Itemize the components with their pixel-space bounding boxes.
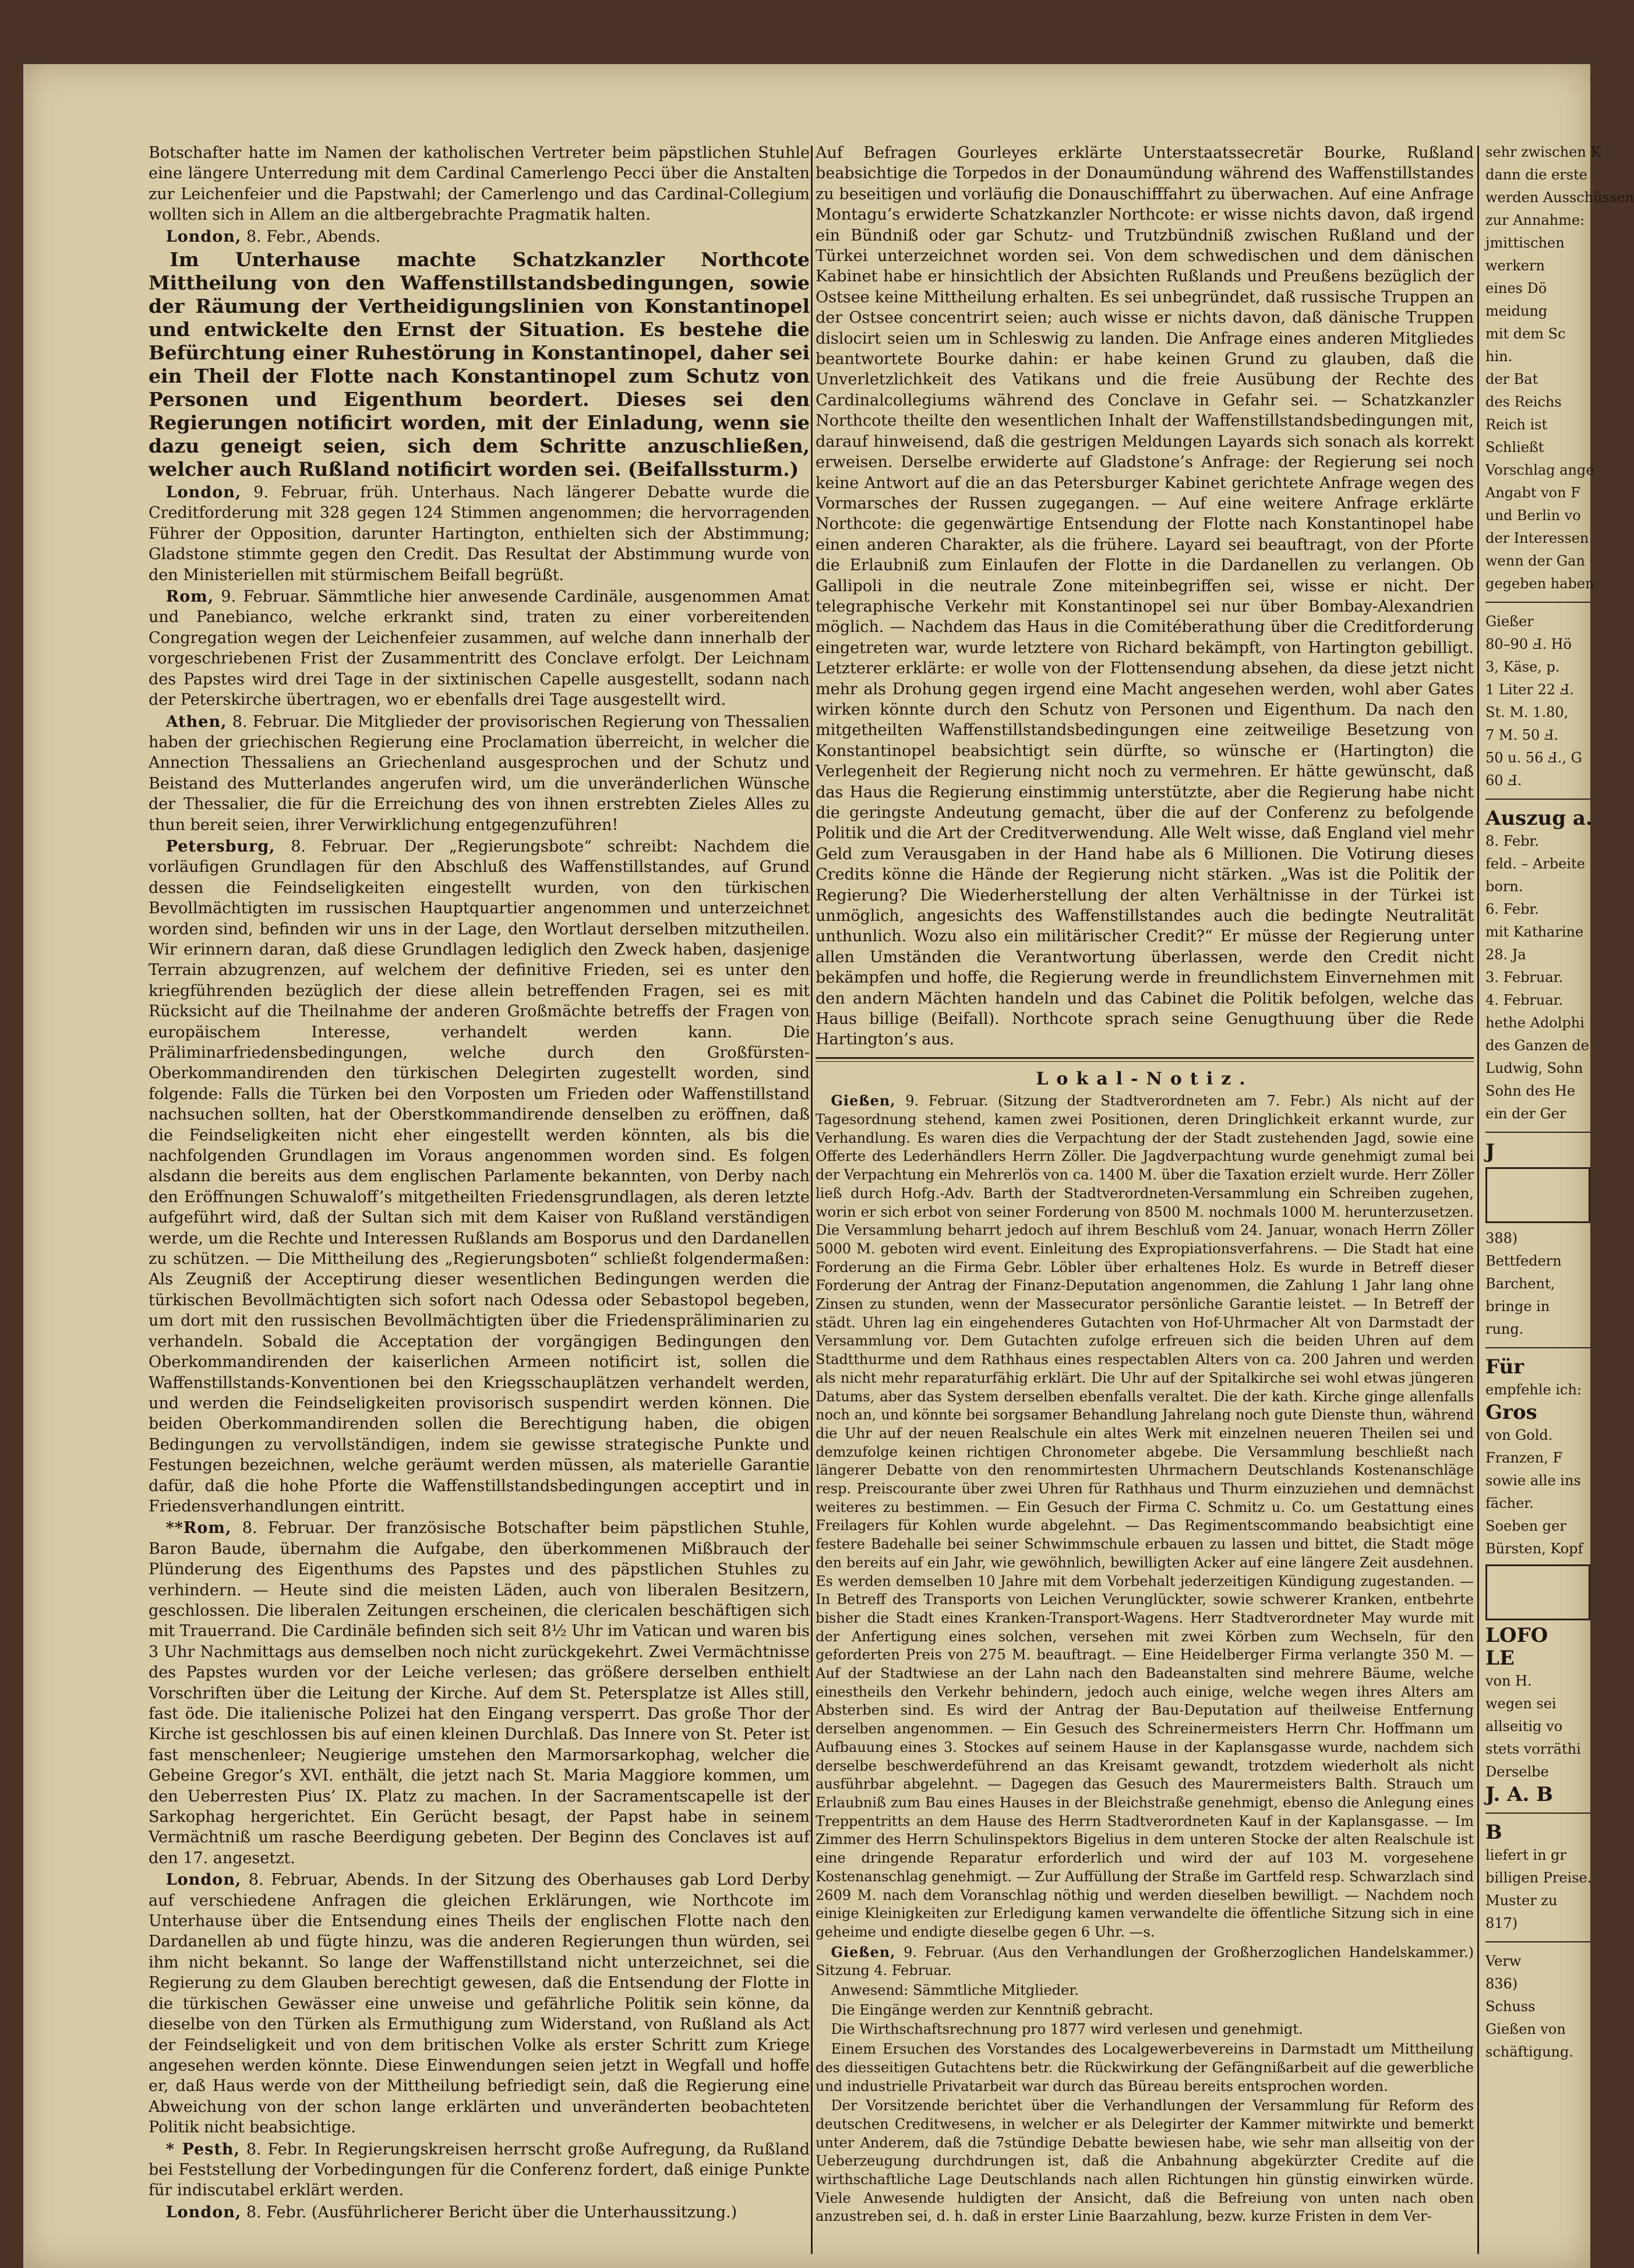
column-right-fragment xyxy=(1485,143,1634,2248)
fragment-line: 817) xyxy=(1485,1915,1518,1931)
fragment-line: bringe in xyxy=(1485,1298,1550,1315)
fragment-line: und Berlin vo xyxy=(1485,507,1581,524)
fragment-line: feld. – Arbeite xyxy=(1485,856,1585,872)
fragment-line: des Reichs xyxy=(1485,394,1562,410)
fragment-line: ein der Ger xyxy=(1485,1105,1566,1122)
fragment-line: allseitig vo xyxy=(1485,1718,1563,1734)
paragraph-text: Auf Befragen Gourleyes erklärte Unterstaatssecretär Bourke, Rußland beabsichtige die Torpedos in der Donaumündung während des Waffenstillstandes zu beseitigen und vorläufig die Donauschifffahrt zu überwachen. Auf eine Anfrage Montagu’s erwiderte Schatzkanzler Northcote: er wisse nichts davon, daß irgend ein Bündniß oder gar Schutz- und Trutzbündniß zwischen Rußland und der Türkei unterzeichnet worden sei. Von dem schwedischen und dem dänischen Kabinet habe er hinsichtlich der Absichten Rußlands und Preußens bezüglich der Ostsee keine Mittheilung erhalten. Es sei unbegründet, daß russische Truppen an der Ostsee concentrirt seien; auch wisse er nichts davon, daß dänische Truppen dislocirt seien um in Schleswig zu landen. Die Anfrage eines anderen Mitgliedes beantwortete Bourke dahin: er habe keinen Grund zu glauben, daß die Unverletzlichkeit des Vatikans und die freie Ausübung der Rechte des Cardinalcollegiums während des Conclave in Gefahr sei. — Schatzkanzler Northcote theilte den wesentlichen Inhalt der Waffenstillstandsbedingungen mit, darauf hinweisend, daß die gestrigen Meldungen Layards sich sonach als korrekt erweisen. Derselbe erwiderte auf Gladstone’s Anfrage: der Regierung sei noch keine Antwort auf die an das Petersburger Kabinet gerichtete Anfrage wegen des Vormarsches der Russen zugegangen. — Auf eine weitere Anfrage erklärte Northcote: die gegenwärtige Entsendung der Flotte nach Konstantinopel habe einen anderen Charakter, als die frühere. Layard sei beauftragt, von der Pforte die Erlaubniß zum Einlaufen der Flotte in die Dardanellen zu verlangen. Ob Gallipoli in die neutrale Zone miteinbegriffen sei, wisse er nicht. Der telegraphische Verkehr mit Konstantinopel sei nur über Bombay-Alexandrien möglich. — Nachdem das Haus in die Comitéberathung über die Creditforderung eingetreten war, wurde letztere von Richard bekämpft, von Hartington gebilligt. Letzterer erklärte: er wolle von der Flottensendung absehen, da diese jetzt nicht mehr als Drohung gegen irgend eine Macht angesehen werden, wohl aber Gates wirken könnte durch den Schutz von Personen und Eigenthum. Da nach den mitgetheilten Waffenstillstandsbedingungen eine zeitweilige Besetzung von Konstantinopel beabsichtigt sein dürfte, so wünsche er (Hartington) die Verlegenheit der Regierung nicht noch zu vermehren. Er hätte gewünscht, daß das Haus die Regierung einstimmig unterstützte, aber die Regierung habe nicht die geringste Andeutung gemacht, über die auf der Conferenz zu befolgende Politik und die Art der Creditverwendung. Alle Welt wisse, daß England viel mehr Geld zum Verausgaben in der Hand habe als 6 Millionen. Die Votirung dieses Credits könne die Hände der Regierung nicht stärken. „Was ist die Politik der Regierung? Die Wiederherstellung der alten Verhältnisse in der Türkei ist unmöglich, angesichts des Waffenstillstandes auch die bedingte Neutralität unthunlich. Wozu also ein militärischer Credit?“ Er müsse der Regierung unter allen Umständen die Verantwortung überlassen, werde den Credit nicht bekämpfen und hoffe, die Regierung werde in freundlichstem Einvernehmen mit den andern Mächten handeln und das Cabinet die Politik befolgen, welche das Haus billige (Beifall). Northcote sprach seine Genugthuung über die Rede Hartington’s aus. xyxy=(816,144,1474,1049)
news-paragraph xyxy=(816,2020,1474,2039)
fragment-line: zur Annahme: xyxy=(1485,212,1585,228)
fragment-line: werden Ausschüssen xyxy=(1485,189,1634,206)
fragment-line: 388) xyxy=(1485,1230,1518,1246)
fragment-line xyxy=(1485,1132,1590,1134)
news-paragraph xyxy=(816,2001,1474,2020)
news-paragraph xyxy=(816,143,1474,1050)
fragment-line: stets vorräthi xyxy=(1485,1741,1581,1757)
fragment-line: 7 M. 50 Ⅎ. xyxy=(1485,727,1559,743)
fragment-line: Sohn des He xyxy=(1485,1083,1576,1099)
paragraph-text: 8. Febr. (Ausführlicherer Bericht über die Unterhaussitzung.) xyxy=(246,2203,737,2221)
fragment-line xyxy=(1485,602,1590,604)
paragraph-text: 9. Februar. Sämmtliche hier anwesende Cardinäle, ausgenommen Amat und Panebianco, welche erkrankt sind, traten zu einer vorbereitenden Congregation wegen der Leichenfeier zusammen, auf welche dann innerhalb der vorgeschriebenen Frist der Zusammentritt des Conclave erfolgt. Der Leichnam des Papstes wird drei Tage in der sixtinischen Capelle ausgestellt, sodann nach der Peterskirche übertragen, wo er ebenfalls drei Tage ausgestellt wird. xyxy=(149,588,810,709)
paragraph-text: Anwesend: Sämmtliche Mitglieder. xyxy=(831,1982,1079,1999)
fragment-line: Barchent, xyxy=(1485,1276,1555,1292)
fragment-line: Bettfedern xyxy=(1485,1253,1562,1269)
paragraph-text: 8. Februar. Der „Regierungsbote“ schreibt: Nachdem die vorläufigen Grundlagen für den Abschluß des Waffenstillstandes, auf Grund dessen die Feindseligkeiten eingestellt wurden, von den türkischen Bevollmächtigten im russischen Hauptquartier angenommen und unterzeichnet worden sind, befinden wir uns in der Lage, den Wortlaut derselben mitzutheilen. Wir erinnern daran, daß diese Grundlagen lediglich den Zweck haben, dasjenige Terrain abzugrenzen, auf welchem der definitive Frieden, sei es unter den kriegführenden bezüglich der diese allein betreffenden Fragen, sei es mit Rücksicht auf die Theilnahme der anderen Großmächte betreffs der Fragen von europäischem Interesse, verhandelt werden kann. Die Präliminarfriedensbedingungen, welche durch den Großfürsten-Oberkommandirenden den türkischen Delegirten zugestellt worden, sind folgende: Falls die Türken bei den Vorposten um Frieden oder Waffenstillstand nachsuchen sollten, hat der Oberstkommandirende denselben zu eröffnen, daß die Feindseligkeiten nicht eher eingestellt werden könnten, als bis die nachfolgenden Grundlagen im Voraus angenommen worden sind. Es folgen alsdann die bereits aus dem englischen Parlamente bekannten, von Derby nach den Eröffnungen Schuwaloff’s mitgetheilten Friedensgrundlagen, als deren letzte aufgeführt wird, daß der Sultan sich mit dem Kaiser von Rußland verständigen werde, um die Rechte und Interessen Rußlands am Bosporus und den Dardanellen zu schützen. — Die Mittheilung des „Regierungsboten“ schließt folgendermaßen: Als Zeugniß der Acceptirung dieser wesentlichen Bedingungen werden die türkischen Bevollmächtigten sich sofort nach Odessa oder Sebastopol begeben, um dort mit den russischen Bevollmächtigten über die Friedenspräliminarien zu verhandeln. Sobald die Acceptation der vorgängigen Bedingungen den Oberkommandirenden der kaiserlichen Armeen notificirt ist, sollen die Waffenstillstands-Konventionen bei den Kriegsschauplätzen verhandelt werden, und werden die Feindseligkeiten provisorisch suspendirt werden können. Die beiden Oberkommandirenden sollen die Berechtigung haben, die obigen Bedingungen zu vervollständigen, indem sie gewisse strategische Punkte und Festungen bezeichnen, welche geräumt werden müssen, als materielle Garantie dafür, daß die hohe Pforte die Waffenstillstandsbedingungen acceptirt und in Friedensverhandlungen eintritt. xyxy=(149,837,810,1515)
fragment-line: dann die erste xyxy=(1485,167,1587,183)
paragraph-text: 8. Febr. In Regierungskreisen herrscht große Aufregung, da Rußland bei Feststellung der Vorbedingungen für die Conferenz fordert, daß einige Punkte für indiscutabel erklärt werden. xyxy=(149,2140,810,2200)
fragment-line: 80–90 Ⅎ. Hö xyxy=(1485,636,1572,652)
fragment-line: J xyxy=(1485,1140,1495,1163)
fragment-line: des Ganzen de xyxy=(1485,1037,1589,1054)
paragraph-text: 9. Februar. (Sitzung der Stadtverordneten am 7. Febr.) Als nicht auf der Tagesordnung stehend, kamen zwei Positionen, deren Dringlichkeit erkannt wurde, zur Verhandlung. Es waren dies die Verpachtung der der Stadt zustehenden Jagd, sowie eine Offerte des Lederhändlers Herrn Zöller. Die Jagdverpachtung wurde genehmigt zumal bei der Verpachtung ein Mehrerlös von ca. 1400 M. über die Taxation erzielt wurde. Herr Zöller ließ durch Hofg.-Adv. Barth der Stadtverordneten-Versammlung ein Schreiben zugehen, worin er sich erbot von seiner Forderung von 8500 M. nochmals 1000 M. herunterzusetzen. Die Versammlung beharrt jedoch auf ihrem Beschluß vom 24. Januar, wonach Herrn Zöller 5000 M. geboten wird event. Einleitung des Expropiationsverfahrens. — Die Stadt hat eine Forderung an die Firma Gebr. Löbler über erhaltenes Holz. Es wurde in Betreff dieser Forderung der Antrag der Finanz-Deputation angenommen, die Zahlung 1 Jahr lang ohne Zinsen zu stunden, wenn der Massecurator persönliche Garantie leistet. — In Betreff der städt. Uhren lag ein eingehenderes Gutachten von Hof-Uhrmacher Alt von Darmstadt der Versammlung vor. Dem Gutachten zufolge erfreuen sich die beiden Uhren auf dem Stadtthurme und dem Rathhaus eines respectablen Alters von ca. 200 Jahren und werden als nicht mehr reparaturfähig erklärt. Die Uhr auf der Spitalkirche sei wohl etwas jüngeren Datums, aber das System derselben ebenfalls veraltet. Die der kath. Kirche ginge allenfalls noch an, und könnte bei sorgsamer Behandlung Jahrelang noch gute Dienste thun, während die Uhr auf der neuen Realschule ein altes Werk mit einzelnen neueren Theilen sei und demzufolge keinen richtigen Chronometer abgebe. Die Versammlung beschließt nach längerer Debatte von den renommirtesten Uhrmachern Deutschlands Kostenanschläge resp. Preiscourante über zwei Uhren für Rathhaus und Thurm einzuziehen und demnächst weiteres zu bestimmen. — Ein Gesuch der Firma C. Schmitz u. Co. um Gestattung eines Freilagers für Kohlen wurde abgelehnt. — Das Regimentscommando beabsichtigt eine festere Badehalle bei seiner Schwimmschule erbauen zu lassen und bittet, die Stadt möge den bereits auf ein Jahr, wie gewöhnlich, bewilligten Acker auf eine längere Zeit ausdehnen. Es werden demselben 10 Jahre mit dem Vorbehalt jederzeitigen Kündigung zugestanden. — In Betreff des Transports von Leichen Verunglückter, sowie schwerer Kranken, entbehrte bisher die Stadt eines Kranken-Transport-Wagens. Herr Stadtverordneter May wurde mit der Anfertigung eines solchen, versehen mit zwei Körben zum Wechseln, für den geforderten Preis von 275 M. beauftragt. — Eine Heidelberger Firma verlangte 350 M. — Auf der Stadtwiese an der Lahn nach den Badeanstalten sind mehrere Bäume, welche einestheils den Verkehr behindern, jedoch auch einige, welche wegen ihres Alters am Absterben sind. Es wird der Antrag der Bau-Deputation auf theilweise Entfernung derselben angenommen. — Ein Gesuch des Schreinermeisters Herrn Chr. Hoffmann um Aufbauung eines 3. Stockes auf seinem Hause in der Kaplansgasse wurde, nachdem sich derselbe beschwerdeführend an das Kreisamt gewandt, trotzdem wiederholt als nicht ausführbar abgelehnt. — Dagegen das Gesuch des Maurermeisters Balth. Strauch um Erlaubniß zum Bau eines Hauses in der Bleichstraße genehmigt, ebenso die Anlegung eines Treppentritts an dem Hause des Herrn Stadtverordneten Kauf in der Kaplansgasse. — Im Zimmer des Herrn Schulinspektors Bigelius in dem unteren Stocke der alten Realschule ist eine dringende Reparatur erforderlich und wird der auf 103 M. vorgesehene Kostenanschlag genehmigt. — Zur Auffüllung der Straße im Gartfeld resp. Schwarzlach sind 2609 M. nach dem Voranschlag nöthig und werden dieselben bewilligt. — Nachdem noch einige Kleinigkeiten zur Erledigung kamen verwandelte die öffentliche Sitzung sich in eine geheime und endigte dieselbe gegen 6 Uhr. —s. xyxy=(816,1093,1474,1940)
news-paragraph xyxy=(149,227,810,247)
fragment-line: rung. xyxy=(1485,1321,1524,1337)
news-paragraph xyxy=(816,1981,1474,2000)
fragment-line: Für xyxy=(1485,1355,1524,1379)
fragment-line: born. xyxy=(1485,878,1523,895)
fragment-line: 60 Ⅎ. xyxy=(1485,772,1522,789)
newspaper-page xyxy=(23,64,1634,2268)
paragraph-text: 8. Februar. Der französische Botschafter beim päpstlichen Stuhle, Baron Baude, übernahm die Aufgabe, den überkommenen Mißbrauch der Plünderung des Eigenthums des Papstes und des päpstlichen Stuhles zu verhindern. — Heute sind die meisten Läden, auch von liberalen Besitzern, geschlossen. Die liberalen Zeitungen erscheinen, die clericalen beschäftigen sich mit Trauerrand. Die Cardinäle befinden sich seit 8½ Uhr im Vatican und waren bis 3 Uhr Nachmittags aus demselben noch nicht zurückgekehrt. Zwei Vermächtnisse des Papstes wurden vor der Leiche verlesen; das größere derselben enthielt Vorschriften über die Leitung der Kirche. Auf dem St. Petersplatze ist Alles still, fast öde. Die italienische Polizei hat den Eingang versperrt. Das große Thor der Kirche ist geschlossen bis auf einen kleinen Durchlaß. Das Innere von St. Peter ist fast menschenleer; Neugierige umstehen den Marmorsarkophag, welcher die Gebeine Gregor’s XVI. enthält, die jetzt nach St. Maria Maggiore kommen, um den Ueberresten Pius’ IX. Platz zu machen. In der Sacramentscapelle ist der Sarkophag hergerichtet. Ein Gerücht besagt, der Papst habe in seinem Vermächtniß um rasche Beerdigung gebeten. Der Beginn des Conclaves ist auf den 17. angesetzt. xyxy=(149,1519,810,1867)
fragment-line: Derselbe xyxy=(1485,1764,1549,1780)
news-paragraph xyxy=(816,1091,1474,1941)
fragment-line: jmittischen xyxy=(1485,235,1565,251)
dateline-place: **Rom, xyxy=(165,1519,232,1538)
paragraph-text: 9. Februar, früh. Unterhaus. Nach längerer Debatte wurde die Creditforderung mit 328 gegen 124 Stimmen angenommen; die hervorragenden Führer der Opposition, darunter Hartington, enthielten sich der Abstimmung; Gladstone stimmte gegen den Credit. Das Resultat der Abstimmung wurde von den Ministeriellen mit stürmischem Beifall begrüßt. xyxy=(149,483,810,584)
fragment-line xyxy=(1485,1167,1590,1223)
column-middle xyxy=(816,143,1474,2248)
fragment-line xyxy=(1485,1941,1590,1944)
paragraph-text: Einem Ersuchen des Vorstandes des Localgewerbevereins in Darmstadt um Mittheilung des diesseitigen Gutachtens betr. die Rückwirkung der Gefängnißarbeit auf die gewerbliche und industrielle Privatarbeit war durch das Büreau bereits entsprochen worden. xyxy=(816,2041,1474,2094)
fragment-line: 4. Februar. xyxy=(1485,992,1564,1008)
dateline-place: London, xyxy=(165,1871,242,1889)
fragment-line: 1 Liter 22 Ⅎ. xyxy=(1485,681,1574,698)
fragment-line: von Gold. xyxy=(1485,1427,1553,1443)
fragment-line: werkern xyxy=(1485,257,1545,274)
fragment-line: 28. Ja xyxy=(1485,946,1526,963)
column-rule-right xyxy=(1477,146,1479,2254)
news-paragraph xyxy=(816,2097,1474,2226)
paragraph-text: 9. Februar. (Aus den Verhandlungen der Großherzoglichen Handelskammer.) Sitzung 4. Februar. xyxy=(816,1944,1474,1979)
fragment-line: Gros xyxy=(1485,1401,1537,1424)
fragment-line: schäftigung. xyxy=(1485,2044,1573,2060)
paragraph-text: Der Vorsitzende berichtet über die Verhandlungen der Versammlung für Reform des deutschen Creditwesens, in welcher er als Delegirter der Kammer mitwirkte und bemerkt unter Anderem, daß die 7stündige Debatte bewiesen habe, wie sehr man allseitig von der Ueberzeugung durchdrungen ist, daß die Anbahnung abgekürzter Credite auf die wirthschaftliche Lage Deutschlands nach allen Richtungen hin günstig einwirken würde. Viele Anwesende huldigten der Ansicht, daß die Befreiung von unten nach oben anzustreben sei, d. h. daß in erster Linie Baarzahlung, bezw. kurze Fristen in dem Ver- xyxy=(816,2097,1474,2225)
dateline-place: Gießen, xyxy=(831,1092,896,1110)
fragment-line xyxy=(1485,1564,1590,1620)
column-rule-left xyxy=(811,146,813,2254)
dateline-place: Petersburg, xyxy=(165,837,276,856)
fragment-line: mit Katharine xyxy=(1485,924,1584,940)
fragment-line: wegen sei xyxy=(1485,1695,1557,1712)
news-paragraph xyxy=(149,587,810,710)
fragment-line: 8. Febr. xyxy=(1485,833,1539,849)
fragment-line: Auszug a. xyxy=(1485,807,1593,830)
fragment-line: Muster zu xyxy=(1485,1892,1558,1909)
fragment-line: Schuss xyxy=(1485,1998,1536,2015)
fragment-line: gegeben haben xyxy=(1485,575,1594,592)
fragment-line: eines Dö xyxy=(1485,280,1547,296)
fragment-line: 836) xyxy=(1485,1976,1518,1992)
paragraph-text: Die Wirthschaftsrechnung pro 1877 wird verlesen und genehmigt. xyxy=(831,2021,1303,2038)
fragment-line: der Interessen xyxy=(1485,530,1589,546)
fragment-line: 3, Käse, p. xyxy=(1485,659,1560,675)
fragment-line: mit dem Sc xyxy=(1485,326,1566,342)
fragment-line: 3. Februar. xyxy=(1485,969,1564,985)
fragment-line: Gießen von xyxy=(1485,2021,1566,2037)
section-title: Lokal-Notiz. xyxy=(1036,1068,1254,1089)
fragment-line: sehr zwischen K xyxy=(1485,144,1601,160)
fragment-line: Reich ist xyxy=(1485,416,1548,433)
fragment-line: liefert in gr xyxy=(1485,1847,1566,1863)
fragment-line: fächer. xyxy=(1485,1495,1534,1511)
fragment-line: Angabt von F xyxy=(1485,485,1580,501)
fragment-line: LOFO xyxy=(1485,1624,1548,1647)
dateline-place: London, xyxy=(165,227,242,246)
dateline-place: * Pesth, xyxy=(165,2140,240,2159)
section-separator xyxy=(816,1057,1474,1062)
fragment-line: St. M. 1.80, xyxy=(1485,704,1569,720)
news-paragraph xyxy=(816,1943,1474,1980)
paragraph-text: 8. Februar. Die Mitglieder der provisorischen Regierung von Thessalien haben der griechischen Regierung eine Proclamation überreicht, in welcher die Annection Thessaliens an Griechenland ausgesprochen und der Schutz und Beistand des Mutterlandes angerufen wird, um die unveränderlichen Wünsche der Thessalier, die für die Erreichung des von ihnen erstrebten Zieles Alles zu thun bereit seien, ihrer Verwirklichung entgegenzuführen! xyxy=(149,712,810,834)
fragment-line: billigen Preise. xyxy=(1485,1870,1592,1886)
news-paragraph xyxy=(149,1870,810,2138)
news-paragraph xyxy=(149,2139,810,2201)
fragment-line: Verw xyxy=(1485,1953,1522,1969)
news-paragraph xyxy=(149,2202,810,2223)
news-paragraph xyxy=(816,2040,1474,2096)
fragment-line: Bürsten, Kopf xyxy=(1485,1541,1583,1557)
fragment-line: hethe Adolphi xyxy=(1485,1015,1584,1031)
paragraph-text: Im Unterhause machte Schatzkanzler Northcote Mittheilung von den Waffenstillstandsbedingungen, sowie der Räumung der Vertheidigungslinien von Konstantinopel und entwickelte den Ernst der Situation. Es bestehe die Befürchtung einer Ruhestörung in Konstantinopel, daher sei ein Theil der Flotte nach Konstantinopel zum Schutz von Personen und Eigenthum beordert. Dieses sei den Regierungen notificirt worden, mit der Einladung, wenn sie dazu geneigt seien, sich dem Schritte anzuschließen, welcher auch Rußland notificirt worden sei. (Beifallssturm.) xyxy=(149,248,810,481)
fragment-line: LE xyxy=(1485,1647,1515,1670)
dateline-place: London, xyxy=(165,483,242,502)
fragment-line: von H. xyxy=(1485,1673,1532,1689)
news-paragraph xyxy=(149,482,810,585)
fragment-line: empfehle ich: xyxy=(1485,1382,1582,1398)
news-paragraph xyxy=(149,836,810,1517)
fragment-line xyxy=(1485,1813,1590,1815)
paragraph-text: Botschafter hatte im Namen der katholischen Vertreter beim päpstlichen Stuhle eine längere Unterredung mit dem Cardinal Camerlengo Pecci über die Anstalten zur Leichenfeier und die Papstwahl; der Camerlengo und das Cardinal-Collegium wollten sich in Allem an die altbergebrachte Pragmatik halten. xyxy=(149,144,810,224)
fragment-line: hin. xyxy=(1485,348,1513,365)
fragment-line: wenn der Gan xyxy=(1485,553,1585,569)
fragment-line: 6. Febr. xyxy=(1485,901,1539,917)
news-paragraph xyxy=(149,1518,810,1868)
column-left xyxy=(149,143,810,2248)
fragment-line: B xyxy=(1485,1821,1502,1844)
paragraph-text: 8. Februar, Abends. In der Sitzung des Oberhauses gab Lord Derby auf verschiedene Anfragen die gleichen Erklärungen, wie Northcote im Unterhause über die Entsendung eines Theils der englischen Flotte nach den Dardanellen ab und fügte hinzu, was die anderen Regierungen thun würden, sei ihm nicht bekannt. So lange der Waffenstillstand nicht unterzeichnet, sei die Regierung zu dem Glauben berechtigt gewesen, daß die Entsendung der Flotte in die türkischen Gewässer eine unweise und gefährliche Politik sein könne, da dieselbe von den Türken als Ermuthigung zum Widerstand, von Rußland als Act der Feindseligkeit und von dem britischen Volke als erster Schritt zum Kriege angesehen werden könnte. Diese Einwendungen seien jetzt in Wegfall und hoffe er, daß Haus werde von der Mittheilung befriedigt sein, daß die Regierung eine Abweichung von der schon lange erklärten und unveränderten beobachteten Politik nicht beabsichtige. xyxy=(149,1871,810,2137)
news-paragraph xyxy=(149,143,810,225)
dateline-place: Athen, xyxy=(165,712,227,731)
fragment-line: Soeben ger xyxy=(1485,1518,1566,1534)
fragment-line: sowie alle ins xyxy=(1485,1472,1581,1489)
dateline-place: Rom, xyxy=(165,588,214,606)
news-paragraph xyxy=(149,712,810,835)
fragment-line xyxy=(1485,799,1590,801)
fragment-line: Franzen, F xyxy=(1485,1450,1563,1466)
fragment-line: Gießer xyxy=(1485,613,1534,630)
dateline-place: London, xyxy=(165,2203,242,2221)
dateline-place: Gießen, xyxy=(831,1943,896,1960)
fragment-line: J. A. B xyxy=(1485,1783,1553,1806)
fragment-line: Ludwig, Sohn xyxy=(1485,1060,1583,1076)
fragment-line: meidung xyxy=(1485,303,1548,319)
paragraph-text: Die Eingänge werden zur Kenntniß gebracht. xyxy=(831,2001,1153,2018)
fragment-line: 50 u. 56 Ⅎ., G xyxy=(1485,750,1582,766)
fragment-line: der Bat xyxy=(1485,371,1538,387)
paragraph-text: 8. Febr., Abends. xyxy=(246,227,381,246)
fragment-line: Schließt xyxy=(1485,439,1544,455)
fragment-line: Vorschlag ange xyxy=(1485,462,1594,478)
fragment-line xyxy=(1485,1347,1590,1350)
bold-news-paragraph xyxy=(149,248,810,481)
